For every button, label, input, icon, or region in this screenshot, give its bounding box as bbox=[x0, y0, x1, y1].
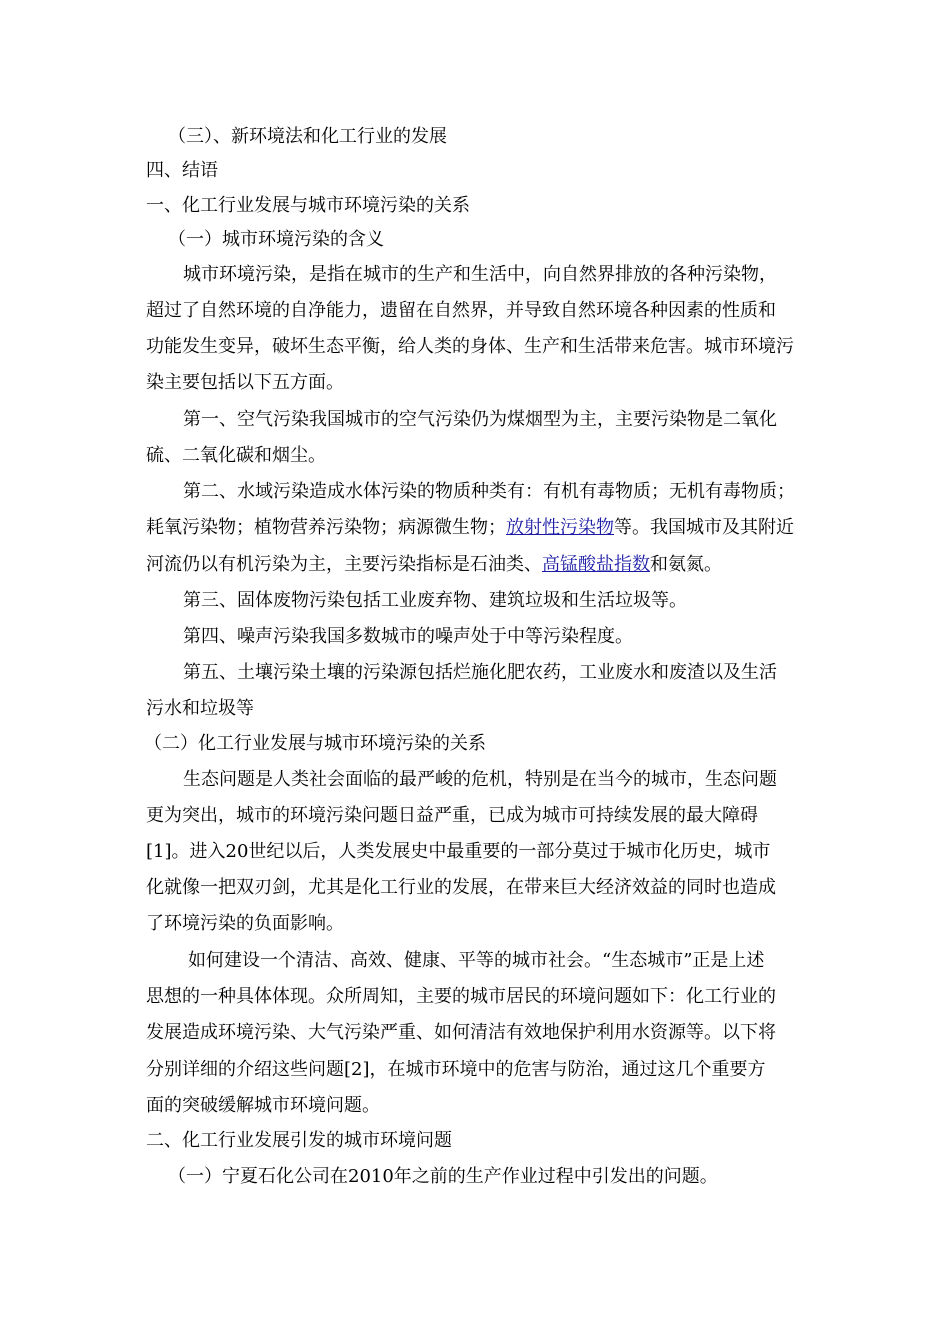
paragraph-line: 分别详细的介绍这些问题[2]，在城市环境中的危害与防治，通过这几个重要方 bbox=[146, 1059, 766, 1080]
paragraph-line: 第三、固体废物污染包括工业废弃物、建筑垃圾和生活垃圾等。 bbox=[183, 590, 687, 611]
paragraph-line bbox=[146, 516, 794, 540]
paragraph-line: 超过了自然环境的自净能力，遗留在自然界，并导致自然环境各种因素的性质和 bbox=[146, 300, 776, 321]
text-segment: 耗氧污染物；植物营养污染物；病源微生物； bbox=[146, 517, 506, 538]
paragraph-line: 面的突破缓解城市环境问题。 bbox=[146, 1095, 380, 1116]
paragraph-line bbox=[146, 553, 722, 577]
paragraph-line: [1]。进入20世纪以后，人类发展史中最重要的一部分莫过于城市化历史，城市 bbox=[146, 841, 771, 862]
paragraph-line: 功能发生变异，破坏生态平衡，给人类的身体、生产和生活带来危害。城市环境污 bbox=[146, 336, 794, 357]
link-permanganate-index[interactable]: 高锰酸盐指数 bbox=[542, 554, 650, 575]
paragraph-line: 染主要包括以下五方面。 bbox=[146, 372, 344, 393]
paragraph-line: 了环境污染的负面影响。 bbox=[146, 913, 344, 934]
paragraph-line: 化就像一把双刃剑，尤其是化工行业的发展，在带来巨大经济效益的同时也造成 bbox=[146, 877, 776, 898]
heading-section-one: 一、化工行业发展与城市环境污染的关系 bbox=[146, 195, 470, 216]
paragraph-line: 第五、土壤污染土壤的污染源包括烂施化肥农药，工业废水和废渣以及生活 bbox=[183, 662, 777, 683]
subheading-meaning: （一）城市环境污染的含义 bbox=[168, 229, 384, 250]
paragraph-line: 更为突出，城市的环境污染问题日益严重，已成为城市可持续发展的最大障碍 bbox=[146, 805, 758, 826]
heading-conclusion: 四、结语 bbox=[146, 160, 218, 181]
paragraph-line: 生态问题是人类社会面临的最严峻的危机，特别是在当今的城市，生态问题 bbox=[183, 769, 777, 790]
paragraph-line: 发展造成环境污染、大气污染严重、如何清洁有效地保护利用水资源等。以下将 bbox=[146, 1022, 776, 1043]
paragraph-line: 如何建设一个清洁、高效、健康、平等的城市社会。“生态城市”正是上述 bbox=[188, 950, 765, 971]
text-segment: 河流仍以有机污染为主，主要污染指标是石油类、 bbox=[146, 554, 542, 575]
paragraph-line: 污水和垃圾等 bbox=[146, 698, 254, 719]
paragraph-line: 第四、噪声污染我国多数城市的噪声处于中等污染程度。 bbox=[183, 626, 633, 647]
subheading-new-law: （三）、新环境法和化工行业的发展 bbox=[168, 126, 447, 147]
subheading-ningxia: （一）宁夏石化公司在2010年之前的生产作业过程中引发出的问题。 bbox=[168, 1166, 718, 1187]
paragraph-line: 城市环境污染，是指在城市的生产和生活中，向自然界排放的各种污染物， bbox=[183, 264, 777, 285]
text-segment: 和氨氮。 bbox=[650, 554, 722, 575]
text-segment: 等。我国城市及其附近 bbox=[614, 517, 794, 538]
heading-section-two: 二、化工行业发展引发的城市环境问题 bbox=[146, 1130, 452, 1151]
link-radioactive-pollutants[interactable]: 放射性污染物 bbox=[506, 517, 614, 538]
paragraph-line: 思想的一种具体体现。众所周知，主要的城市居民的环境问题如下：化工行业的 bbox=[146, 986, 776, 1007]
paragraph-line: 第二、水域污染造成水体污染的物质种类有：有机有毒物质；无机有毒物质； bbox=[183, 481, 795, 502]
paragraph-line: 第一、空气污染我国城市的空气污染仍为煤烟型为主，主要污染物是二氧化 bbox=[183, 409, 777, 430]
subheading-relationship: （二）化工行业发展与城市环境污染的关系 bbox=[144, 733, 486, 754]
paragraph-line: 硫、二氧化碳和烟尘。 bbox=[146, 445, 326, 466]
